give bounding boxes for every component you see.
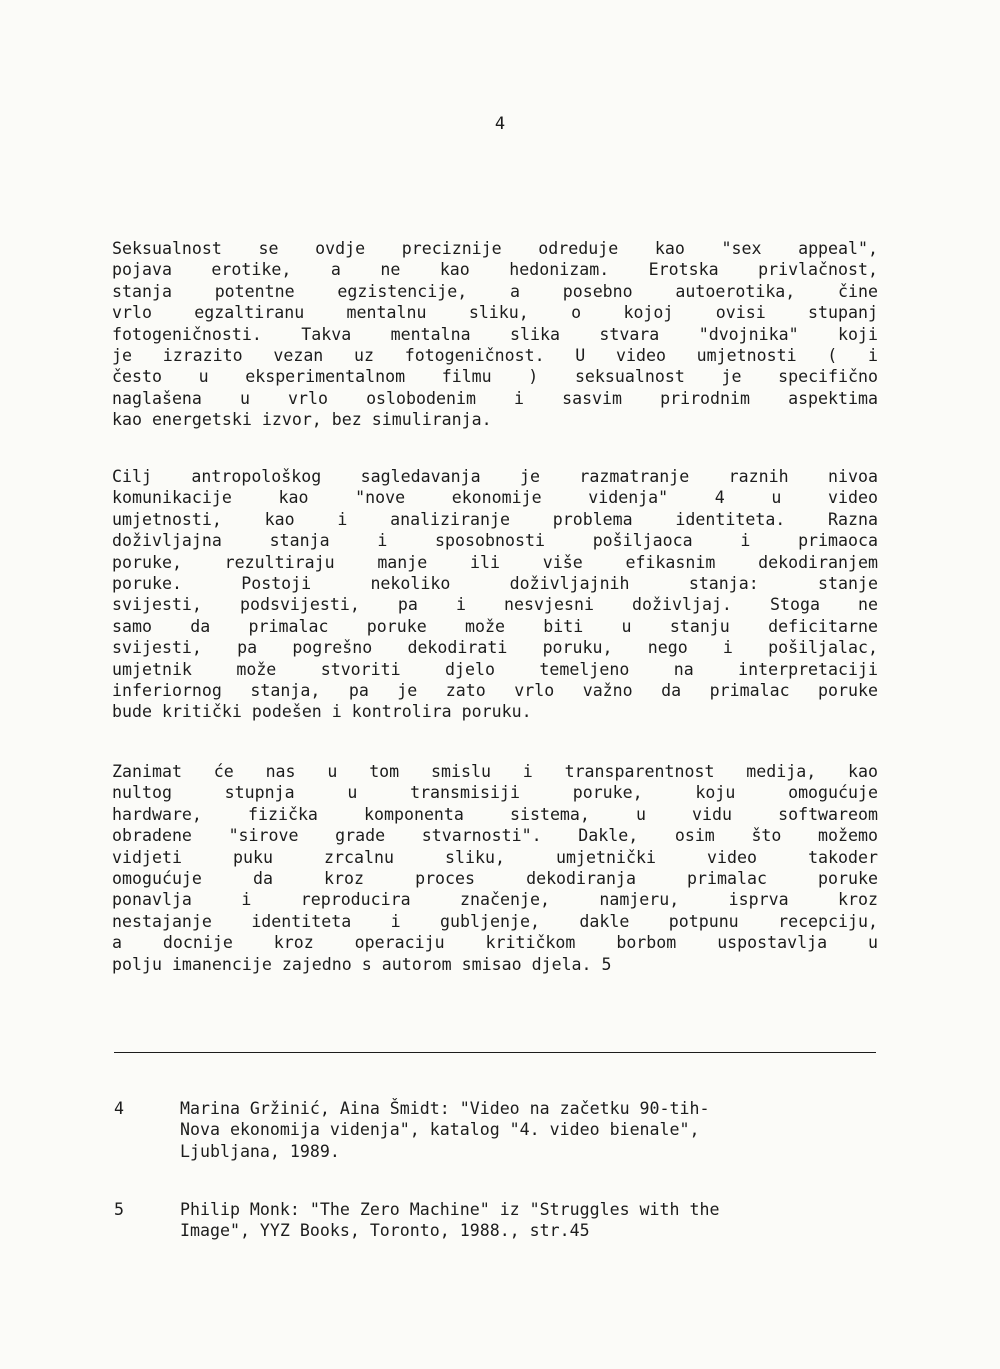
text-line: umjetnik može stvoriti djelo temeljeno na interpretaciji [112,659,878,679]
body-paragraph [112,466,878,723]
text-line: kao energetski izvor, bez simuliranja. [112,410,492,430]
text-line: bude kritički podešen i kontrolira poruku. [112,702,532,722]
text-line: Zanimat će nas u tom smislu i transparentnost medija, kao [112,762,878,781]
text-line: polju imanencije zajedno s autorom smisao djela. 5 [112,954,612,974]
text-line: ponavlja i reproducira značenje, namjeru, isprva kroz [112,890,878,910]
text-line: a docnije kroz operaciju kritičkom borbom uspostavlja u [112,933,878,953]
footnote-number: 5 [114,1200,124,1219]
text-line: omogućuje da kroz proces dekodiranja primalac poruke [112,869,878,889]
page-number: 4 [494,114,506,134]
text-line: Ljubljana, 1989. [180,1141,340,1161]
text-line: svijesti, pa pogrešno dekodirati poruku, nego i pošiljalac, [112,638,878,658]
text-line: hardware, fizička komponenta sistema, u vidu softwareom [112,804,878,824]
text-line: naglašena u vrlo oslobodenim i sasvim prirodnim aspektima [112,388,878,408]
text-line: umjetnosti, kao i analiziranje problema identiteta. Razna [112,509,878,529]
text-line: vrlo egzaltiranu mentalnu sliku, o kojoj ovisi stupanj [112,303,878,323]
text-line: stanja potentne egzistencije, a posebno autoerotika, čine [112,281,878,301]
text-line: poruke, rezultiraju manje ili više efikasnim dekodiranjem [112,552,878,572]
text-line: je izrazito vezan uz fotogeničnost. U video umjetnosti ( i [112,346,878,366]
text-line: Seksualnost se ovdje preciznije odreduje kao "sex appeal", [112,239,878,258]
text-line: nultog stupnja u transmisiji poruke, koju omogućuje [112,783,878,803]
text-line: nestajanje identiteta i gubljenje, dakle potpunu recepciju, [112,911,878,931]
text-line: Image", YYZ Books, Toronto, 1988., str.45 [180,1221,590,1241]
footnote-number: 4 [114,1099,124,1118]
text-line: fotogeničnosti. Takva mentalna slika stvara "dvojnika" koji [112,324,878,344]
body-paragraph [112,761,878,975]
text-line: Cilj antropološkog sagledavanja je razmatranje raznih nivoa [112,467,878,486]
text-line: doživljajna stanja i sposobnosti pošiljaoca i primaoca [112,531,878,551]
body-paragraph [112,238,878,431]
text-line: poruke. Postoji nekoliko doživljajnih stanja: stanje [112,574,878,594]
text-line: Marina Gržinić, Aina Šmidt: "Video na začetku 90-tih- [180,1099,710,1118]
footnote-text [180,1098,880,1162]
text-line: vidjeti puku zrcalnu sliku, umjetnički video takoder [112,847,878,867]
footnote-text [180,1199,880,1242]
text-line: komunikacije kao "nove ekonomije videnja" 4 u video [112,488,878,508]
text-line: samo da primalac poruke može biti u stanju deficitarne [112,616,878,636]
text-line: inferiornog stanja, pa je zato vrlo važno da primalac poruke [112,681,878,701]
text-line: često u eksperimentalnom filmu ) seksualnost je specifično [112,367,878,387]
text-line: Philip Monk: "The Zero Machine" iz "Struggles with the [180,1200,720,1219]
footnote-divider [114,1052,876,1053]
text-line: Nova ekonomija videnja", katalog "4. video bienale", [180,1120,700,1140]
text-line: pojava erotike, a ne kao hedonizam. Erotska privlačnost, [112,260,878,280]
text-line: obradene "sirove grade stvarnosti". Dakle, osim što možemo [112,826,878,846]
text-line: svijesti, podsvijesti, pa i nesvjesni doživljaj. Stoga ne [112,595,878,615]
